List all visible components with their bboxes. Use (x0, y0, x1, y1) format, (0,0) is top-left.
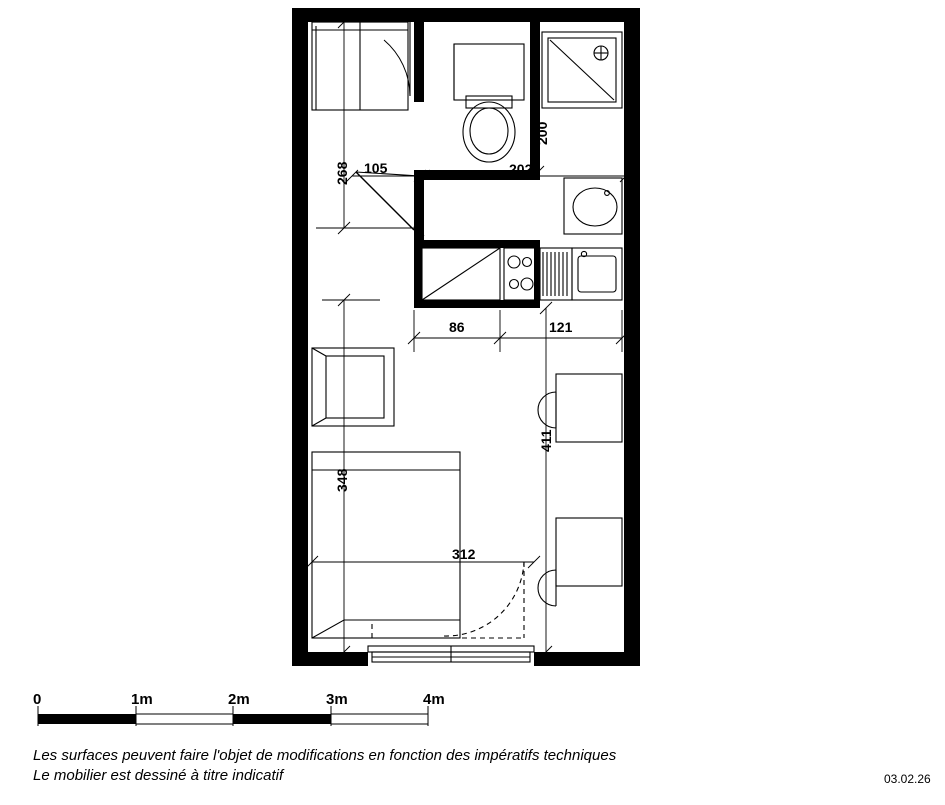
dimension-label-411: 411 (538, 429, 554, 452)
dimension-label-105: 105 (364, 160, 388, 176)
shower-tray (542, 32, 622, 108)
entry-door (384, 22, 410, 96)
dimension-label-268: 268 (334, 161, 350, 185)
balcony-door (368, 562, 534, 662)
desk-upper (556, 374, 622, 442)
dimension-label-202: 202 (509, 161, 533, 177)
washbasin (564, 178, 622, 234)
scale-tick-3m: 3m (326, 691, 348, 708)
scale-bar-graphic (0, 700, 500, 730)
note-line-1: Les surfaces peuvent faire l'objet de modifications en fonction des impératifs techniques (33, 747, 617, 764)
cooktop (504, 248, 536, 300)
dimension-label-348: 348 (334, 468, 350, 492)
chair-lower (538, 570, 556, 606)
scale-tick-2m: 2m (228, 691, 250, 708)
desk-lower (556, 518, 622, 586)
scale-tick-1m: 1m (131, 691, 153, 708)
plan-linework (306, 14, 632, 662)
entry-wardrobe (312, 14, 408, 110)
dimension-label-200: 200 (534, 121, 550, 145)
chair-upper (538, 392, 556, 428)
note-line-2: Le mobilier est dessiné à titre indicatif (33, 767, 284, 784)
armchair (312, 348, 394, 426)
dimension-label-312: 312 (452, 546, 476, 562)
wc-toilet (454, 44, 524, 162)
dimension-label-121: 121 (549, 319, 573, 335)
kitchen-cabinet (422, 248, 500, 300)
scale-tick-4m: 4m (423, 691, 445, 708)
dimension-label-86: 86 (449, 319, 465, 335)
dish-drainer (540, 248, 572, 300)
scale-tick-0: 0 (33, 691, 42, 708)
drawing-date: 03.02.26 (884, 772, 931, 786)
kitchen-sink (572, 248, 622, 300)
